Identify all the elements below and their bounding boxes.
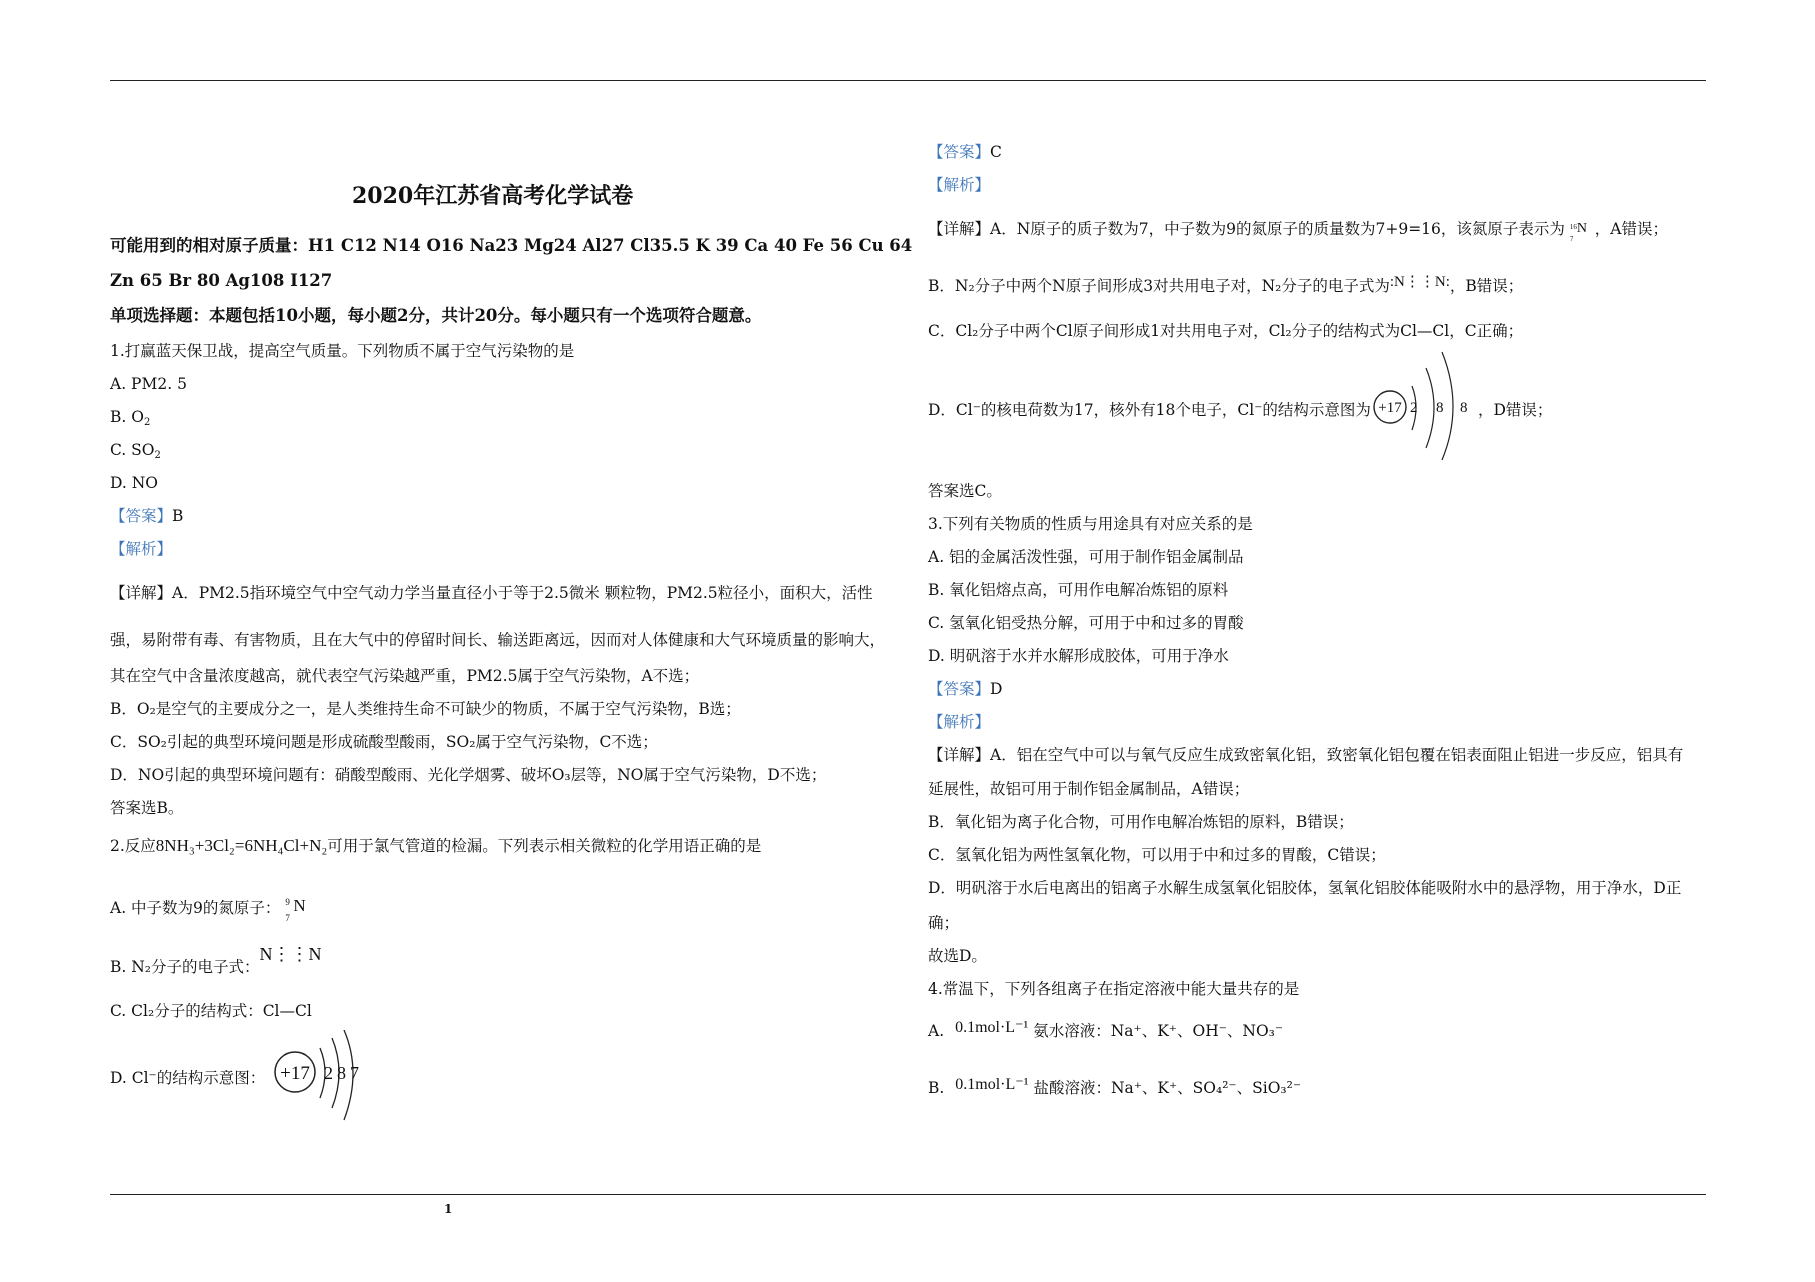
- q1-detail-3: 其在空气中含量浓度越高，就代表空气污染越严重，PM2.5属于空气污染物，A不选；: [110, 667, 700, 685]
- nuclide-symbol: 9 7 N: [285, 896, 306, 923]
- q3-option-d: D. 明矾溶于水并水解形成胶体，可用于净水: [928, 647, 1229, 665]
- q2-detail-b: B．N₂分子中两个N原子间形成3对共用电子对，N₂分子的电子式为:N⋮⋮N:，B错误；: [928, 274, 1524, 295]
- q3-option-a: A. 铝的金属活泼性强，可用于制作铝金属制品: [928, 548, 1244, 566]
- shell-count-3: 8: [1460, 400, 1468, 416]
- answer-tag: 【答案】: [110, 507, 173, 525]
- q2-answer: 【答案】C: [928, 143, 1002, 161]
- q3-analysis-tag: 【解析】: [928, 713, 991, 731]
- q2-detail-d-end: ，D错误；: [1478, 401, 1553, 419]
- shell-count-2: 8: [337, 1063, 346, 1083]
- q4-stem: 4.常温下，下列各组离子在指定溶液中能大量共存的是: [928, 980, 1300, 998]
- q3-detail-b: B．氧化铝为离子化合物，可用作电解冶炼铝的原料，B错误；: [928, 813, 1354, 831]
- nuclide-symbol: 16 7 N: [1569, 221, 1587, 243]
- q1-detail-d: D．NO引起的典型环境问题有：硝酸型酸雨、光化学烟雾、破坏O₃层等，NO属于空气污染物，D不选；: [110, 766, 827, 784]
- q1-detail-b: B．O₂是空气的主要成分之一，是人类维持生命不可缺少的物质，不属于空气污染物，B选；: [110, 700, 741, 718]
- q4-option-b: B. 0.1mol·L⁻¹ 盐酸溶液：Na⁺、K⁺、SO₄²⁻、SiO₃²⁻: [928, 1076, 1302, 1097]
- q2-option-d: D. Cl⁻的结构示意图：: [110, 1069, 266, 1087]
- q3-conclusion: 故选D。: [928, 947, 987, 965]
- shell-count-1: 2: [324, 1063, 333, 1083]
- q1-stem: 1.打赢蓝天保卫战，提高空气质量。下列物质不属于空气污染物的是: [110, 342, 575, 360]
- q3-detail-c: C．氢氧化铝为两性氢氧化物，可以用于中和过多的胃酸，C错误；: [928, 846, 1386, 864]
- footer-rule: [110, 1194, 1706, 1195]
- q2-conclusion: 答案选C。: [928, 482, 1002, 500]
- q2-option-b: B. N₂分子的电子式：N⋮⋮N: [110, 944, 322, 976]
- q4-option-a: A. 0.1mol·L⁻¹ 氨水溶液：Na⁺、K⁺、OH⁻、NO₃⁻: [928, 1019, 1284, 1040]
- q2-option-c: C. Cl₂分子的结构式：Cl—Cl: [110, 1002, 312, 1020]
- q1-detail-c: C．SO₂引起的典型环境问题是形成硫酸型酸雨，SO₂属于空气污染物，C不选；: [110, 733, 658, 751]
- q1-option-d: D. NO: [110, 474, 158, 492]
- q3-answer: 【答案】D: [928, 680, 1003, 698]
- atomic-mass-line-2: Zn 65 Br 80 Ag108 I127: [110, 271, 333, 290]
- q2-stem: 2.反应8NH₃+3Cl₂=6NH₄Cl+N₂可用于氯气管道的检漏。下列表示相关微粒的化学用语正确的是: [110, 836, 762, 855]
- q3-detail-a2: 延展性，故铝可用于制作铝金属制品，A错误；: [928, 780, 1250, 798]
- electron-formula: :N⋮⋮N:: [1389, 274, 1450, 290]
- q1-detail-1: 【详解】A．PM2.5指环境空气中空气动力学当量直径小于等于2.5微米 颗粒物，PM2.5粒径小，面积大，活性: [110, 584, 873, 602]
- q3-option-c: C. 氢氧化铝受热分解，可用于中和过多的胃酸: [928, 614, 1244, 632]
- concentration: 0.1mol·L⁻¹: [955, 1076, 1029, 1093]
- q1-analysis-tag: 【解析】: [110, 540, 173, 558]
- page-title: 2020年江苏省高考化学试卷: [352, 183, 634, 209]
- answer-tag: 【答案】: [928, 680, 991, 698]
- q2-detail-d: D．Cl⁻的核电荷数为17，核外有18个电子，Cl⁻的结构示意图为: [928, 401, 1371, 419]
- chloride-ion-structure-diagram: [1370, 350, 1480, 462]
- answer-tag: 【答案】: [928, 143, 991, 161]
- electron-shell-3: [1442, 352, 1453, 460]
- electron-formula: N⋮⋮N: [259, 944, 322, 964]
- q3-detail-d1: D．明矾溶于水后电离出的铝离子水解生成氢氧化铝胶体，氢氧化铝胶体能吸附水中的悬浮物，用于净水，D正: [928, 879, 1682, 897]
- q2-detail-c: C．Cl₂分子中两个Cl原子间形成1对共用电子对，Cl₂分子的结构式为Cl—Cl，C正确；: [928, 322, 1524, 340]
- header-rule: [110, 80, 1706, 81]
- page-number: 1: [444, 1202, 453, 1216]
- shell-count-1: 2: [1410, 400, 1418, 416]
- q3-detail-d2: 确；: [928, 914, 960, 932]
- q2-option-a: A. 中子数为9的氮原子： 9 7 N: [110, 896, 311, 922]
- shell-count-3: 7: [350, 1063, 359, 1083]
- q1-option-c: C. $SO_2$: [110, 441, 161, 461]
- q1-option-a: A. PM2. 5: [110, 375, 187, 393]
- q3-stem: 3.下列有关物质的性质与用途具有对应关系的是: [928, 515, 1253, 533]
- q2-detail-a: 【详解】A．N原子的质子数为7，中子数为9的氮原子的质量数为7+9=16，该氮原子表示为 16 7 N ，A错误；: [928, 220, 1668, 243]
- section-heading: 单项选择题：本题包括10小题，每小题2分，共计20分。每小题只有一个选项符合题意。: [110, 306, 762, 325]
- q2-analysis-tag: 【解析】: [928, 176, 991, 194]
- electron-shell-2: [1426, 368, 1434, 448]
- shell-count-2: 8: [1436, 400, 1444, 416]
- q1-detail-2: 强，易附带有毒、有害物质，且在大气中的停留时间长、输送距离远，因而对人体健康和大气环境质量的影响大，: [110, 631, 886, 649]
- chloride-ion-structure-diagram: [268, 1030, 378, 1134]
- reaction-equation: 8NH₃+3Cl₂=6NH₄Cl+N₂: [155, 836, 328, 855]
- q3-detail-a1: 【详解】A．铝在空气中可以与氧气反应生成致密氧化铝，致密氧化铝包覆在铝表面阻止铝进一步反应，铝具有: [928, 746, 1684, 764]
- nucleus-charge: +17: [1378, 400, 1402, 416]
- q1-conclusion: 答案选B。: [110, 799, 184, 817]
- nucleus-charge: +17: [280, 1063, 310, 1084]
- atomic-mass-line-1: 可能用到的相对原子质量：H1 C12 N14 O16 Na23 Mg24 Al27 Cl35.5 K 39 Ca 40 Fe 56 Cu 64: [110, 236, 913, 255]
- q1-option-b: B. $O_2$: [110, 408, 151, 428]
- q3-option-b: B. 氧化铝熔点高，可用作电解冶炼铝的原料: [928, 581, 1229, 599]
- concentration: 0.1mol·L⁻¹: [955, 1019, 1029, 1036]
- q1-answer: 【答案】B: [110, 507, 184, 525]
